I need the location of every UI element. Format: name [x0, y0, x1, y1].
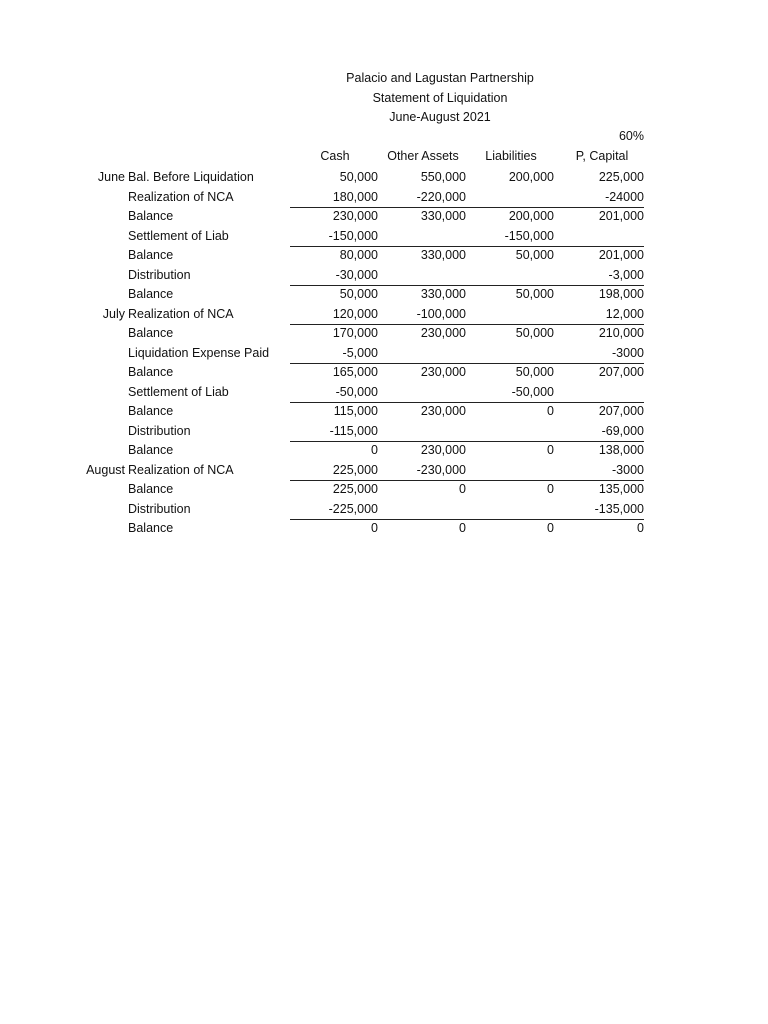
capital-value: 201,000 [598, 209, 644, 223]
cash-value: 115,000 [333, 404, 378, 418]
capital-value: 207,000 [598, 404, 644, 418]
liabilities-value: 0 [547, 404, 554, 418]
capital-value: -3000 [612, 462, 644, 477]
cash-value: 225,000 [332, 482, 378, 496]
other-assets-value: 230,000 [420, 404, 466, 418]
column-header-cash: Cash [320, 149, 350, 163]
capital-percent: 60% [618, 129, 644, 143]
cash-value: 120,000 [332, 306, 378, 321]
column-header-liabilities: Liabilities [485, 149, 537, 163]
capital-value: 225,000 [598, 170, 644, 184]
cash-value: 225,000 [332, 462, 378, 477]
table-row [0, 246, 768, 266]
row-label: Settlement of Liab [128, 384, 229, 399]
liabilities-value: 50,000 [515, 287, 554, 301]
table-row [0, 188, 768, 208]
capital-value: -24000 [605, 189, 644, 204]
cash-value: -150,000 [328, 228, 378, 243]
liabilities-value: 50,000 [515, 365, 554, 379]
cash-value: 180,000 [332, 189, 378, 204]
capital-value: 135,000 [598, 482, 644, 496]
capital-value: 198,000 [598, 287, 644, 301]
column-header-other-assets: Other Assets [387, 149, 459, 163]
table-row [0, 500, 768, 520]
capital-value: -3000 [612, 345, 644, 360]
table-row [0, 402, 768, 422]
capital-value: 207,000 [598, 365, 644, 379]
liabilities-value: 50,000 [515, 248, 554, 262]
other-assets-value: 230,000 [420, 365, 466, 379]
other-assets-value: 0 [459, 521, 466, 535]
row-label: Balance [128, 521, 174, 535]
capital-value: -3,000 [608, 267, 644, 282]
column-header-capital: P, Capital [575, 149, 629, 163]
liabilities-value: 200,000 [508, 170, 554, 184]
row-label: Balance [128, 326, 174, 340]
row-label: Realization of NCA [128, 462, 234, 477]
cash-value: 165,000 [332, 365, 378, 379]
row-label: Realization of NCA [128, 306, 234, 321]
capital-value: 12,000 [605, 306, 644, 321]
cash-value: 230,000 [332, 209, 378, 223]
liabilities-value: 0 [547, 521, 554, 535]
table-row [0, 344, 768, 364]
capital-value: 138,000 [598, 443, 644, 457]
other-assets-value: 550,000 [420, 170, 466, 184]
capital-value: -69,000 [601, 423, 644, 438]
other-assets-value: 330,000 [420, 209, 466, 223]
capital-value: 0 [637, 521, 644, 535]
table-row [0, 168, 768, 188]
row-label: Balance [128, 209, 174, 223]
other-assets-value: 330,000 [420, 287, 466, 301]
cash-value: 0 [371, 443, 378, 457]
document-subtitle: Statement of Liquidation [372, 91, 508, 105]
row-month: July [102, 306, 125, 321]
cash-value: -30,000 [335, 267, 378, 282]
cash-value: -115,000 [329, 423, 378, 438]
other-assets-value: 0 [459, 482, 466, 496]
liabilities-value: -150,000 [504, 228, 554, 243]
table-row [0, 441, 768, 461]
liabilities-value: 50,000 [515, 326, 554, 340]
table-row [0, 422, 768, 442]
liabilities-value: 200,000 [508, 209, 554, 223]
other-assets-value: 230,000 [420, 326, 466, 340]
table-row [0, 480, 768, 500]
capital-value: 201,000 [598, 248, 644, 262]
other-assets-value: -100,000 [416, 306, 466, 321]
other-assets-value: 330,000 [420, 248, 466, 262]
liabilities-value: 0 [547, 443, 554, 457]
cash-value: 50,000 [339, 170, 378, 184]
row-label: Liquidation Expense Paid [128, 345, 270, 360]
row-label: Balance [128, 248, 174, 262]
other-assets-value: -220,000 [416, 189, 466, 204]
table-row [0, 227, 768, 247]
table-row [0, 285, 768, 305]
cash-value: -50,000 [335, 384, 378, 399]
table-row [0, 519, 768, 539]
row-label: Realization of NCA [128, 189, 234, 204]
document-title: Palacio and Lagustan Partnership [346, 71, 534, 85]
table-row [0, 305, 768, 325]
row-label: Bal. Before Liquidation [128, 170, 254, 184]
capital-value: 210,000 [598, 326, 644, 340]
other-assets-value: -230,000 [416, 462, 466, 477]
table-row [0, 461, 768, 481]
row-month: August [86, 462, 125, 477]
document-period: June-August 2021 [389, 110, 491, 124]
row-label: Balance [128, 443, 174, 457]
cash-value: 0 [371, 521, 378, 535]
table-row [0, 383, 768, 403]
capital-value: -135,000 [594, 501, 644, 516]
row-label: Distribution [128, 423, 191, 438]
cash-value: 50,000 [339, 287, 378, 301]
row-label: Balance [128, 287, 174, 301]
liabilities-value: 0 [547, 482, 554, 496]
table-row [0, 207, 768, 227]
cash-value: 80,000 [339, 248, 378, 262]
cash-value: 170,000 [332, 326, 378, 340]
cash-value: -5,000 [342, 345, 378, 360]
row-label: Balance [128, 482, 174, 496]
table-row [0, 324, 768, 344]
row-label: Balance [128, 365, 174, 379]
row-month: June [97, 170, 125, 184]
row-label: Settlement of Liab [128, 228, 229, 243]
row-label: Balance [128, 404, 174, 418]
table-row [0, 266, 768, 286]
other-assets-value: 230,000 [420, 443, 466, 457]
row-label: Distribution [128, 501, 191, 516]
table-row [0, 363, 768, 383]
liabilities-value: -50,000 [511, 384, 554, 399]
cash-value: -225,000 [328, 501, 378, 516]
row-label: Distribution [128, 267, 191, 282]
